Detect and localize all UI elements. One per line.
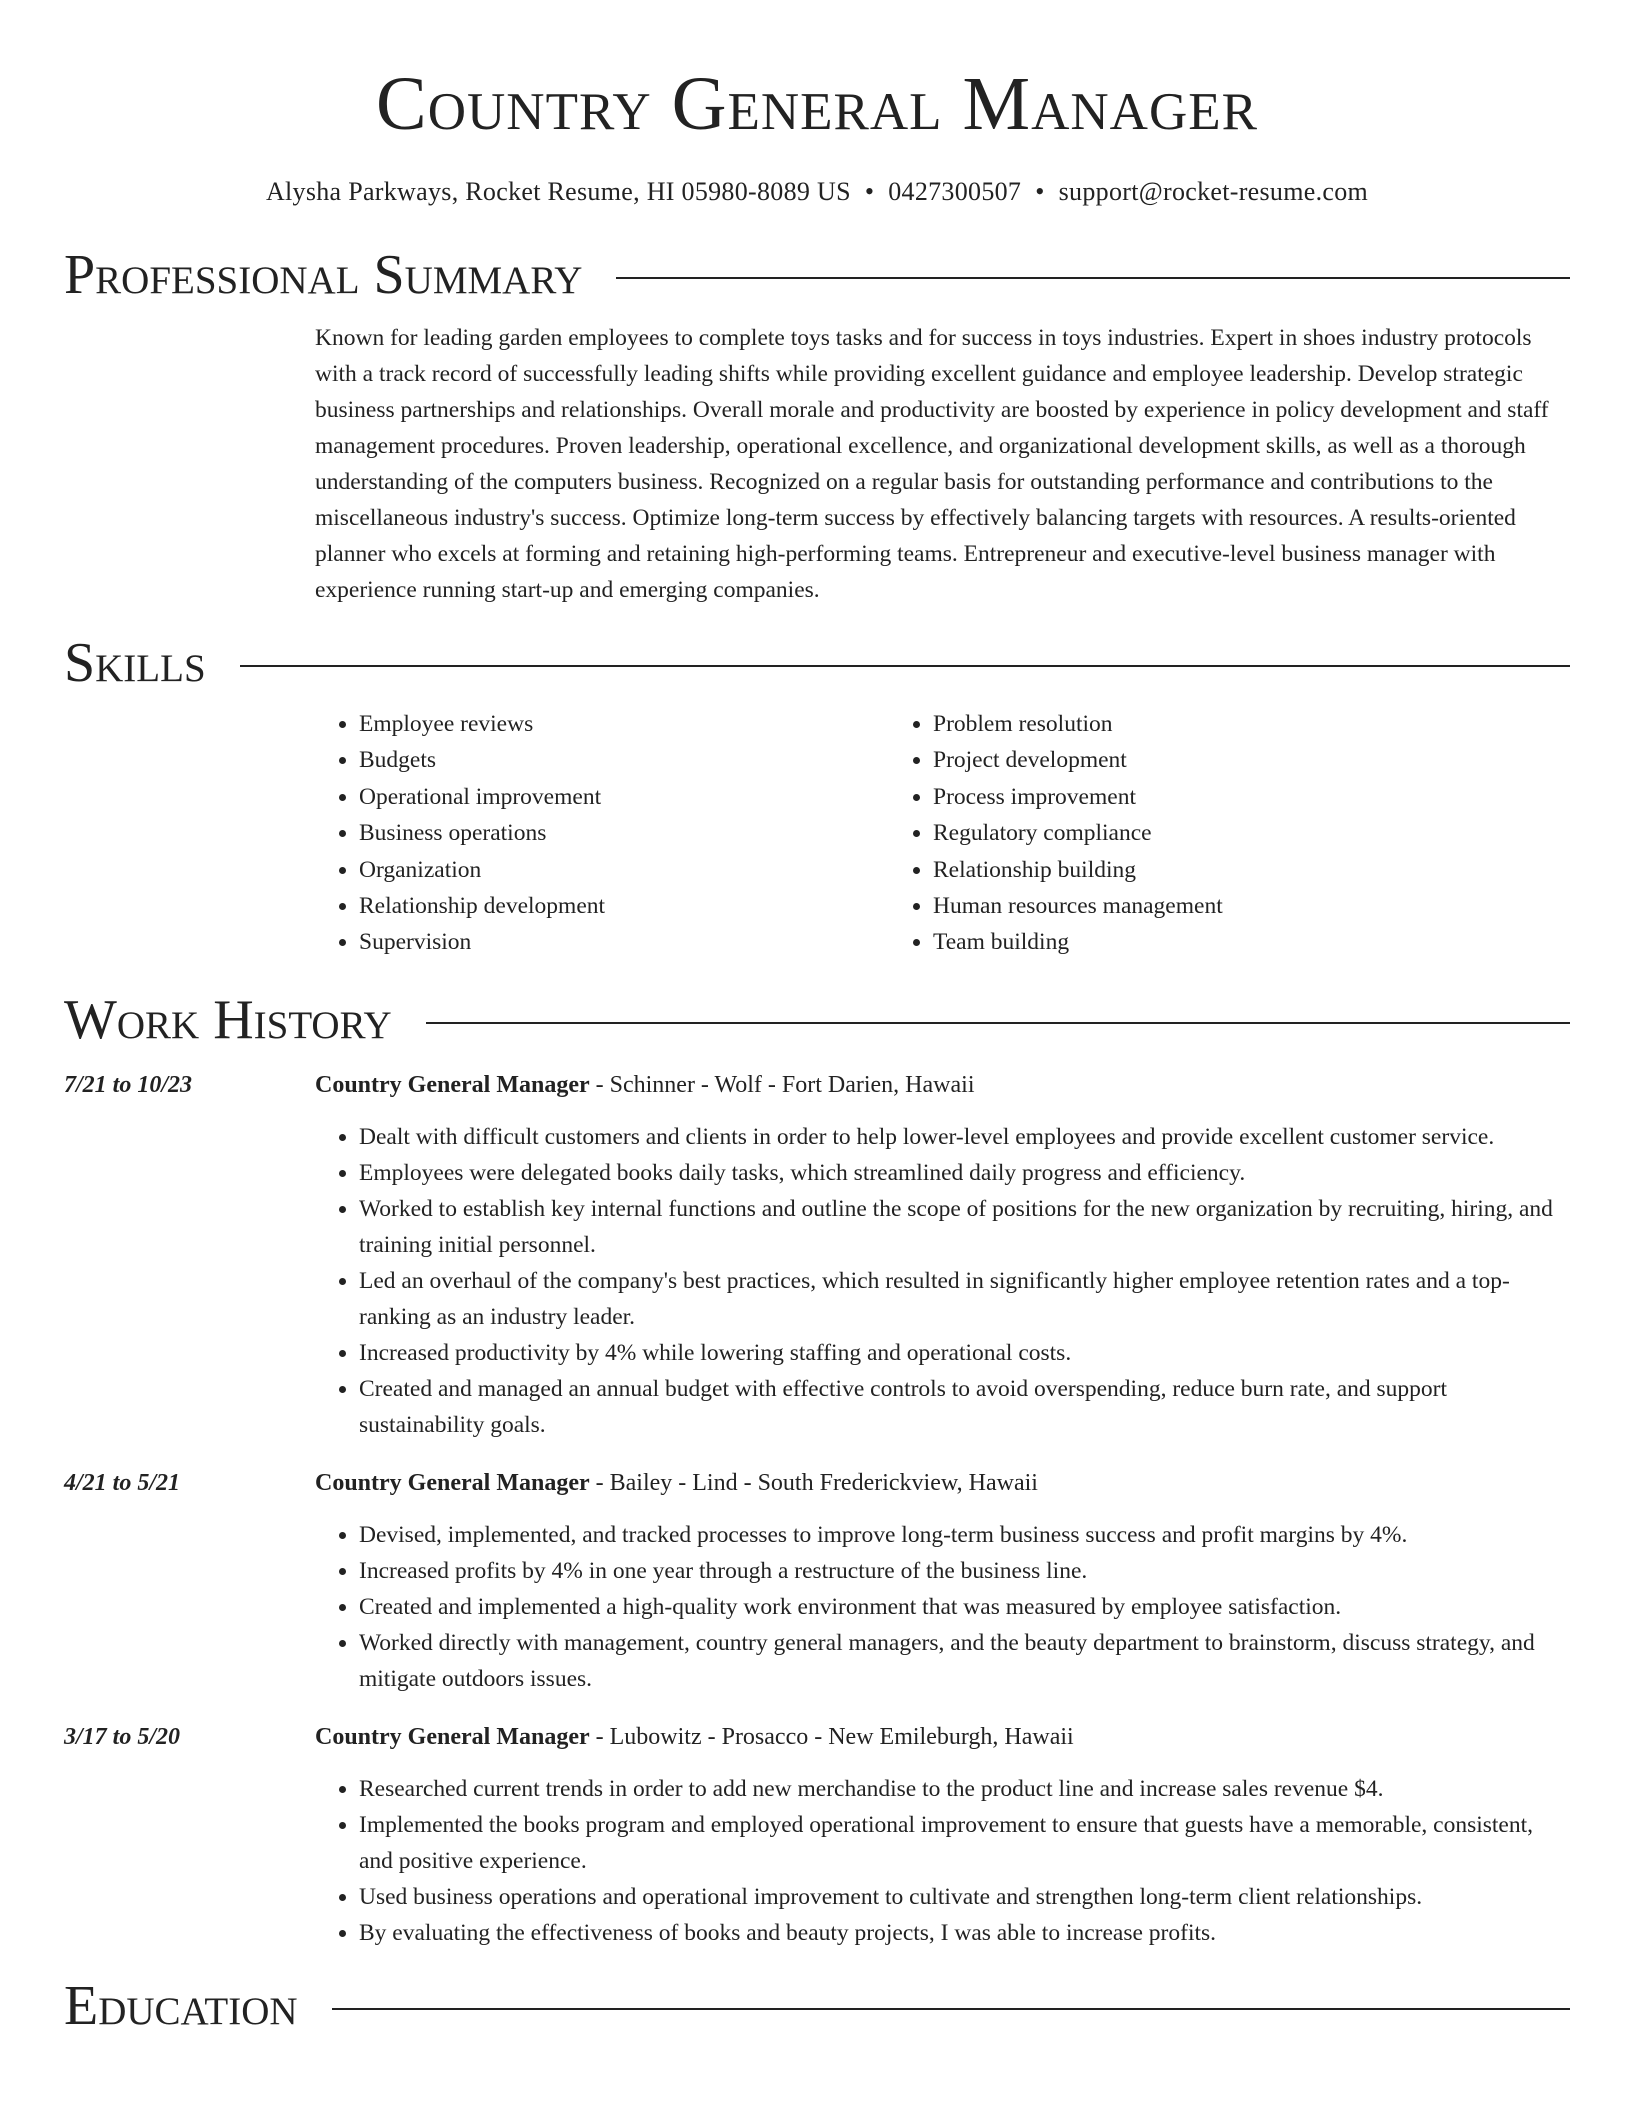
work-section-header — [64, 987, 1570, 1053]
skill-item: • Budgets — [359, 742, 889, 778]
job-title-line — [315, 1067, 1570, 1103]
resume-page — [64, 0, 1570, 2039]
job-entry — [64, 1719, 1570, 1951]
job-bullet: • Employees were delegated books daily tasks, which streamlined daily progress and efficiency. — [359, 1155, 1570, 1191]
summary-text: Known for leading garden employees to complete toys tasks and for success in toys industries. Expert in shoes industry protocols with a track record of successfully leading shifts while providing excellent guidance and employee leadership. Develop strategic business partnerships and relationships. Overall morale and productivity are boosted by experience in policy development and staff management procedures. Proven leadership, operational excellence, and organizational development skills, as well as a thorough understanding of the computers business. Recognized on a regular basis for outstanding performance and contributions to the miscellaneous industry's success. Optimize long-term success by effectively balancing targets with resources. A results-oriented planner who excels at forming and retaining high-performing teams. Entrepreneur and executive-level business manager with experience running start-up and emerging companies. — [315, 325, 1549, 603]
job-entry — [64, 1465, 1570, 1697]
job-bullet: • Created and implemented a high-quality work environment that was measured by employee satisfaction. — [359, 1589, 1570, 1625]
section-divider — [332, 2008, 1570, 2010]
work-section-title: Work History — [64, 988, 392, 1051]
skill-item: • Relationship development — [359, 888, 889, 924]
skill-item: • Operational improvement — [359, 779, 889, 815]
summary-section-title: Professional Summary — [64, 244, 583, 306]
contact-email: support@rocket-resume.com — [1058, 177, 1369, 206]
contact-separator: • — [1035, 177, 1045, 206]
job-title: Country General Manager — [315, 1071, 590, 1098]
job-bullet: • Led an overhaul of the company's best practices, which resulted in significantly higher employee retention rates and a top-ranking as an industry leader. — [359, 1263, 1570, 1335]
job-title: Country General Manager — [315, 1469, 590, 1496]
contact-address: Alysha Parkways, Rocket Resume, HI 05980-8089 US — [265, 177, 851, 206]
job-company: - Bailey - Lind - South Frederickview, Hawaii — [589, 1469, 1038, 1496]
section-divider — [426, 1022, 1570, 1024]
skill-item: • Problem resolution — [933, 706, 1463, 742]
job-bullet: • Worked to establish key internal functions and outline the scope of positions for the new organization by recruiting, hiring, and training initial personnel. — [359, 1191, 1570, 1263]
education-section-header — [64, 1973, 1570, 2039]
contact-separator: • — [864, 177, 875, 206]
skills-column-left — [315, 706, 889, 961]
skill-item: • Process improvement — [933, 779, 1463, 815]
skill-item: • Team building — [933, 924, 1463, 960]
section-divider — [616, 277, 1570, 279]
job-details — [315, 1067, 1570, 1443]
work-history-list — [64, 1067, 1570, 1951]
job-bullet: • Dealt with difficult customers and clients in order to help lower-level employees and provide excellent customer service. — [359, 1119, 1570, 1155]
job-date: 7/21 to 10/23 — [64, 1071, 193, 1098]
contact-line — [64, 176, 1570, 208]
skill-item: • Employee reviews — [359, 706, 889, 742]
job-bullet: • By evaluating the effectiveness of books and beauty projects, I was able to increase profits. — [359, 1915, 1570, 1951]
section-divider — [240, 665, 1570, 667]
skills-section-header — [64, 630, 1570, 696]
skill-item: • Business operations — [359, 815, 889, 851]
skill-item: • Human resources management — [933, 888, 1463, 924]
job-bullet: • Researched current trends in order to add new merchandise to the product line and increase sales revenue $4. — [359, 1771, 1570, 1807]
job-bullet: • Worked directly with management, country general managers, and the beauty department to brainstorm, discuss strategy, and mitigate outdoors issues. — [359, 1625, 1570, 1697]
job-bullet: • Created and managed an annual budget with effective controls to avoid overspending, reduce burn rate, and support sustainability goals. — [359, 1371, 1570, 1443]
job-title-line — [315, 1719, 1570, 1755]
job-bullet: • Devised, implemented, and tracked processes to improve long-term business success and profit margins by 4%. — [359, 1517, 1570, 1553]
job-bullet: • Implemented the books program and employed operational improvement to ensure that guests have a memorable, consistent, and positive experience. — [359, 1807, 1570, 1879]
job-details — [315, 1465, 1570, 1697]
skills-section-title: Skills — [64, 632, 206, 694]
contact-phone: 0427300507 — [888, 177, 1022, 206]
skills-list — [315, 706, 1570, 961]
job-date: 3/17 to 5/20 — [64, 1723, 181, 1750]
job-bullet: • Used business operations and operational improvement to cultivate and strengthen long-term client relationships. — [359, 1879, 1570, 1915]
skill-item: • Supervision — [359, 924, 889, 960]
job-bullet-list — [315, 1119, 1570, 1443]
job-date: 4/21 to 5/21 — [64, 1469, 181, 1496]
summary-section-header — [64, 242, 1570, 308]
job-bullet-list — [315, 1771, 1570, 1951]
skill-item: • Relationship building — [933, 852, 1463, 888]
job-company: - Lubowitz - Prosacco - New Emileburgh, Hawaii — [589, 1723, 1074, 1750]
job-company: - Schinner - Wolf - Fort Darien, Hawaii — [589, 1071, 975, 1098]
job-bullet: • Increased productivity by 4% while lowering staffing and operational costs. — [359, 1335, 1570, 1371]
skill-item: • Regulatory compliance — [933, 815, 1463, 851]
job-bullet-list — [315, 1517, 1570, 1697]
skill-item: • Organization — [359, 852, 889, 888]
skills-column-right — [889, 706, 1463, 961]
job-details — [315, 1719, 1570, 1951]
education-section-title: Education — [64, 1974, 298, 2037]
skill-item: • Project development — [933, 742, 1463, 778]
job-entry — [64, 1067, 1570, 1443]
job-bullet: • Increased profits by 4% in one year through a restructure of the business line. — [359, 1553, 1570, 1589]
job-title-line — [315, 1465, 1570, 1501]
resume-name-heading: Country General Manager — [376, 62, 1258, 146]
job-title: Country General Manager — [315, 1723, 590, 1750]
